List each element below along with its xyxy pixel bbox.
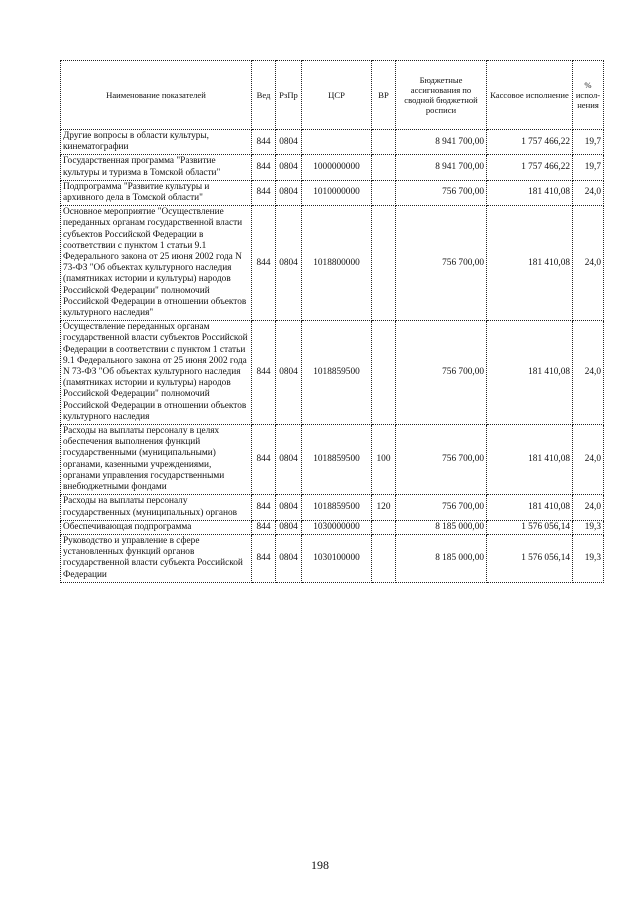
row-name: Обеспечивающая подпрограмма xyxy=(61,520,252,534)
row-name: Расходы на выплаты персоналу в целях обеспечения выполнения функций государственными (муниципальными) органами, казенными учреждениями, органами управления государственными внебюджетными фондами xyxy=(61,425,252,495)
row-csr: 1010000000 xyxy=(302,180,372,205)
header-vr: ВР xyxy=(372,61,396,130)
row-assignments: 8 941 700,00 xyxy=(396,155,487,180)
header-csr: ЦСР xyxy=(302,61,372,130)
row-assignments: 756 700,00 xyxy=(396,425,487,495)
row-name: Государственная программа "Развитие культуры и туризма в Томской области" xyxy=(61,155,252,180)
row-name: Другие вопросы в области культуры, кинематографии xyxy=(61,130,252,155)
row-percent: 19,3 xyxy=(573,534,604,582)
row-rzpr: 0804 xyxy=(276,534,302,582)
header-assignments: Бюджетные ассигнования по сводной бюджетной росписи xyxy=(396,61,487,130)
row-percent: 24,0 xyxy=(573,495,604,520)
row-ved: 844 xyxy=(252,155,276,180)
row-ved: 844 xyxy=(252,534,276,582)
table-row xyxy=(61,495,604,520)
row-vr xyxy=(372,130,396,155)
budget-execution-table xyxy=(60,60,604,583)
row-cash-execution: 181 410,08 xyxy=(487,425,573,495)
row-assignments: 756 700,00 xyxy=(396,321,487,425)
row-csr: 1018859500 xyxy=(302,321,372,425)
row-assignments: 8 941 700,00 xyxy=(396,130,487,155)
row-csr: 1000000000 xyxy=(302,155,372,180)
row-assignments: 756 700,00 xyxy=(396,206,487,321)
row-percent: 24,0 xyxy=(573,180,604,205)
row-name: Осуществление переданных органам государственной власти субъектов Российской Федерации в соответствии с пунктом 1 статьи 9.1 Федерального закона от 25 июня 2002 года N 73-ФЗ "Об объектах культурного наследия (памятниках истории и культуры) народов Российской Федерации" полномочий Российской Федерации в отношении объектов культурного наследия xyxy=(61,321,252,425)
page-number: 198 xyxy=(311,858,329,872)
row-percent: 24,0 xyxy=(573,206,604,321)
table-body xyxy=(61,130,604,583)
row-name: Расходы на выплаты персоналу государственных (муниципальных) органов xyxy=(61,495,252,520)
row-name: Руководство и управление в сфере установленных функций органов государственной власти субъекта Российской Федерации xyxy=(61,534,252,582)
row-cash-execution: 1 576 056,14 xyxy=(487,534,573,582)
row-rzpr: 0804 xyxy=(276,425,302,495)
header-cash-execution: Кассовое исполнение xyxy=(487,61,573,130)
table-row xyxy=(61,155,604,180)
row-ved: 844 xyxy=(252,180,276,205)
row-rzpr: 0804 xyxy=(276,180,302,205)
header-name: Наименование показателей xyxy=(61,61,252,130)
row-name: Основное мероприятие "Осуществление переданных органам государственной власти субъектов Российской Федерации в соответствии с пунктом 1 статьи 9.1 Федерального закона от 25 июня 2002 года N 73-ФЗ "Об объектах культурного наследия (памятниках истории и культуры) народов Российской Федерации" полномочий Российской Федерации в отношении объектов культурного наследия" xyxy=(61,206,252,321)
row-name: Подпрограмма "Развитие культуры и архивного дела в Томской области" xyxy=(61,180,252,205)
row-rzpr: 0804 xyxy=(276,155,302,180)
row-percent: 19,3 xyxy=(573,520,604,534)
row-cash-execution: 1 757 466,22 xyxy=(487,155,573,180)
row-vr xyxy=(372,534,396,582)
row-percent: 19,7 xyxy=(573,130,604,155)
row-cash-execution: 181 410,08 xyxy=(487,495,573,520)
row-cash-execution: 181 410,08 xyxy=(487,180,573,205)
row-vr: 100 xyxy=(372,425,396,495)
row-csr: 1030000000 xyxy=(302,520,372,534)
row-vr xyxy=(372,155,396,180)
table-row xyxy=(61,425,604,495)
row-percent: 24,0 xyxy=(573,425,604,495)
row-cash-execution: 181 410,08 xyxy=(487,206,573,321)
row-assignments: 756 700,00 xyxy=(396,180,487,205)
table-row xyxy=(61,520,604,534)
row-rzpr: 0804 xyxy=(276,520,302,534)
row-percent: 24,0 xyxy=(573,321,604,425)
row-assignments: 8 185 000,00 xyxy=(396,534,487,582)
header-rzpr: РзПр xyxy=(276,61,302,130)
header-percent-execution: % испол- нения xyxy=(573,61,604,130)
table-row xyxy=(61,534,604,582)
row-csr xyxy=(302,130,372,155)
row-ved: 844 xyxy=(252,321,276,425)
row-ved: 844 xyxy=(252,495,276,520)
row-assignments: 8 185 000,00 xyxy=(396,520,487,534)
row-csr: 1018800000 xyxy=(302,206,372,321)
row-assignments: 756 700,00 xyxy=(396,495,487,520)
row-cash-execution: 1 757 466,22 xyxy=(487,130,573,155)
table-header-row xyxy=(61,61,604,130)
table-row xyxy=(61,321,604,425)
row-percent: 19,7 xyxy=(573,155,604,180)
header-ved: Вед xyxy=(252,61,276,130)
table-row xyxy=(61,180,604,205)
row-vr xyxy=(372,180,396,205)
row-vr xyxy=(372,321,396,425)
row-rzpr: 0804 xyxy=(276,206,302,321)
table-row xyxy=(61,206,604,321)
row-cash-execution: 1 576 056,14 xyxy=(487,520,573,534)
row-ved: 844 xyxy=(252,206,276,321)
row-rzpr: 0804 xyxy=(276,130,302,155)
row-vr: 120 xyxy=(372,495,396,520)
row-ved: 844 xyxy=(252,520,276,534)
row-ved: 844 xyxy=(252,130,276,155)
row-csr: 1018859500 xyxy=(302,495,372,520)
row-rzpr: 0804 xyxy=(276,495,302,520)
row-csr: 1018859500 xyxy=(302,425,372,495)
row-rzpr: 0804 xyxy=(276,321,302,425)
row-csr: 1030100000 xyxy=(302,534,372,582)
row-ved: 844 xyxy=(252,425,276,495)
row-vr xyxy=(372,520,396,534)
table-row xyxy=(61,130,604,155)
row-cash-execution: 181 410,08 xyxy=(487,321,573,425)
row-vr xyxy=(372,206,396,321)
